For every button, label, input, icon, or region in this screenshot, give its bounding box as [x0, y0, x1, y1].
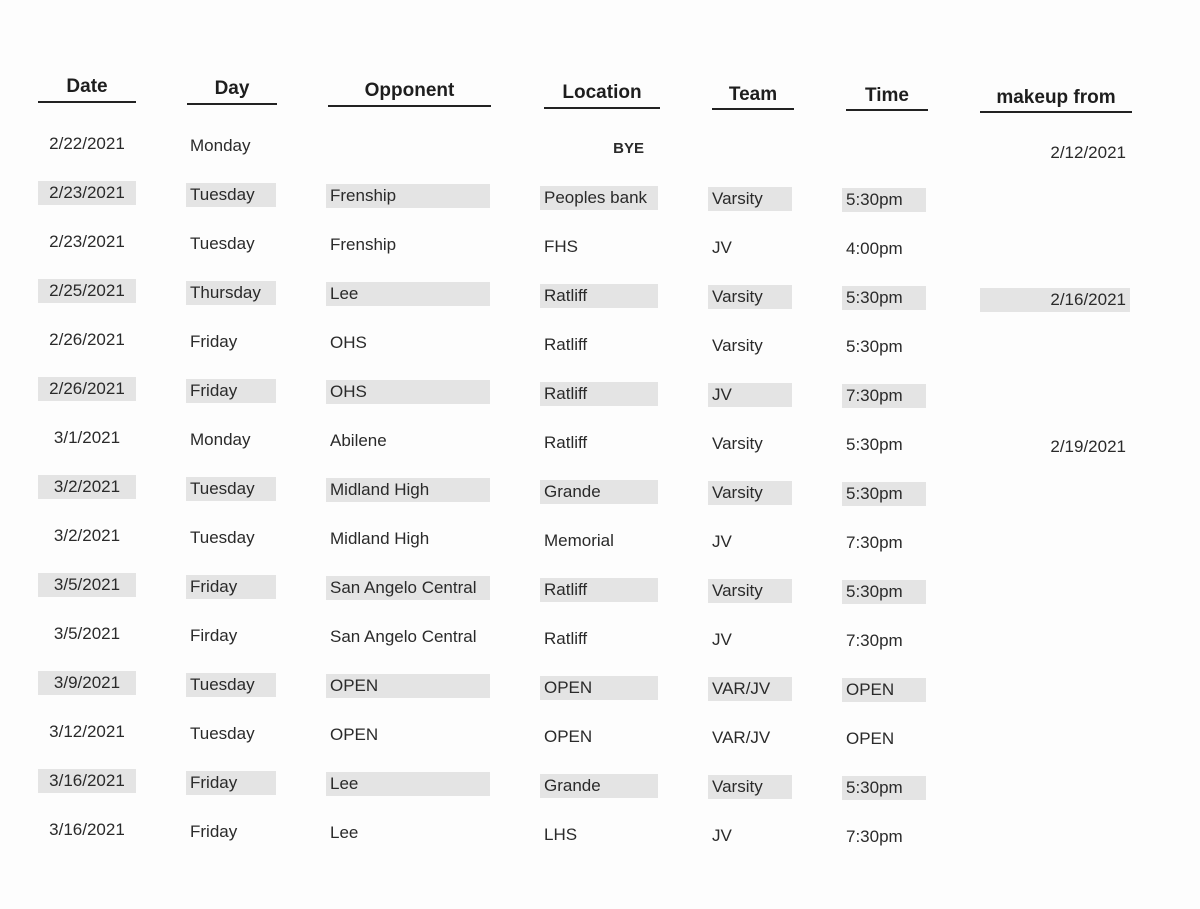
cell-location: Ratliff	[540, 578, 658, 602]
cell-date: 3/2/2021	[53, 526, 121, 545]
cell-date: 2/23/2021	[38, 181, 136, 205]
header-date: Date	[66, 76, 108, 97]
cell-date: 3/1/2021	[53, 428, 121, 447]
cell-day: Monday	[190, 136, 251, 155]
cell-location: Grande	[540, 774, 658, 798]
cell-time: 5:30pm	[842, 580, 926, 604]
cell-location: Memorial	[544, 531, 614, 550]
cell-date: 3/12/2021	[49, 722, 125, 741]
cell-location: BYE	[613, 140, 644, 157]
cell-opponent: Abilene	[330, 431, 387, 450]
cell-location: Grande	[540, 480, 658, 504]
cell-day: Monday	[190, 430, 251, 449]
header-team-underline	[712, 108, 794, 110]
cell-opponent: San Angelo Central	[330, 627, 477, 646]
cell-opponent: Lee	[330, 823, 359, 842]
cell-date: 3/16/2021	[38, 769, 136, 793]
header-day-underline	[187, 103, 277, 105]
cell-location: OPEN	[544, 727, 593, 746]
cell-time: 7:30pm	[846, 827, 903, 846]
cell-date: 3/5/2021	[53, 624, 121, 643]
header-location-underline	[544, 107, 660, 109]
cell-day: Firday	[190, 626, 238, 645]
cell-time: 5:30pm	[842, 286, 926, 310]
cell-location: Ratliff	[544, 335, 588, 354]
cell-opponent: San Angelo Central	[326, 576, 490, 600]
header-opponent-underline	[328, 105, 491, 107]
cell-team: Varsity	[708, 481, 792, 505]
header-team: Team	[728, 84, 778, 105]
cell-date: 2/23/2021	[49, 232, 125, 251]
cell-team: Varsity	[708, 187, 792, 211]
cell-team: JV	[708, 383, 792, 407]
cell-date: 2/26/2021	[38, 377, 136, 401]
cell-time: OPEN	[846, 729, 895, 748]
cell-day: Tuesday	[190, 528, 255, 547]
cell-location: Peoples bank	[540, 186, 658, 210]
cell-time: 5:30pm	[846, 337, 903, 356]
cell-location: Ratliff	[544, 433, 588, 452]
cell-location: LHS	[544, 825, 578, 844]
cell-opponent: Midland High	[330, 529, 430, 548]
cell-opponent: Midland High	[326, 478, 490, 502]
header-makeup-underline	[980, 111, 1132, 113]
cell-day: Thursday	[186, 281, 276, 305]
cell-day: Friday	[186, 771, 276, 795]
cell-team: Varsity	[712, 336, 763, 355]
cell-team: Varsity	[708, 775, 792, 799]
cell-opponent: Frenship	[326, 184, 490, 208]
cell-date: 3/2/2021	[38, 475, 136, 499]
cell-team: Varsity	[708, 579, 792, 603]
cell-time: 5:30pm	[842, 188, 926, 212]
cell-date: 2/25/2021	[38, 279, 136, 303]
header-time: Time	[864, 85, 909, 106]
cell-location: Ratliff	[540, 382, 658, 406]
cell-opponent: OPEN	[326, 674, 490, 698]
cell-opponent: OPEN	[330, 725, 379, 744]
cell-location: Ratliff	[544, 629, 588, 648]
cell-date: 2/22/2021	[49, 134, 125, 153]
cell-day: Tuesday	[190, 234, 255, 253]
cell-location: Ratliff	[540, 284, 658, 308]
cell-date: 3/5/2021	[38, 573, 136, 597]
cell-day: Tuesday	[186, 673, 276, 697]
header-date-underline	[38, 101, 136, 103]
cell-date: 2/26/2021	[49, 330, 125, 349]
cell-day: Tuesday	[186, 477, 276, 501]
cell-date: 3/9/2021	[38, 671, 136, 695]
cell-makeup: 2/19/2021	[1050, 437, 1126, 456]
header-time-underline	[846, 109, 928, 111]
cell-team: JV	[712, 532, 732, 551]
cell-opponent: OHS	[330, 333, 367, 352]
cell-day: Friday	[190, 822, 238, 841]
header-day: Day	[214, 78, 250, 99]
cell-team: Varsity	[708, 285, 792, 309]
cell-opponent: Lee	[326, 282, 490, 306]
cell-day: Friday	[190, 332, 238, 351]
cell-date: 3/16/2021	[49, 820, 125, 839]
cell-opponent: OHS	[326, 380, 490, 404]
cell-day: Friday	[186, 379, 276, 403]
cell-time: 4:00pm	[846, 239, 903, 258]
header-opponent: Opponent	[364, 80, 455, 101]
cell-time: 7:30pm	[846, 631, 903, 650]
cell-day: Tuesday	[190, 724, 255, 743]
cell-time: 5:30pm	[842, 776, 926, 800]
cell-time: 5:30pm	[846, 435, 903, 454]
cell-makeup: 2/12/2021	[1050, 143, 1126, 162]
cell-time: OPEN	[842, 678, 926, 702]
cell-location: FHS	[544, 237, 578, 256]
cell-time: 5:30pm	[842, 482, 926, 506]
header-location: Location	[562, 82, 642, 103]
cell-day: Friday	[186, 575, 276, 599]
cell-location: OPEN	[540, 676, 658, 700]
cell-day: Tuesday	[186, 183, 276, 207]
cell-team: Varsity	[712, 434, 763, 453]
cell-time: 7:30pm	[846, 533, 903, 552]
cell-team: JV	[712, 826, 732, 845]
cell-team: JV	[712, 238, 732, 257]
cell-makeup: 2/16/2021	[980, 288, 1130, 312]
cell-opponent: Lee	[326, 772, 490, 796]
cell-team: VAR/JV	[712, 728, 771, 747]
header-makeup: makeup from	[996, 87, 1116, 108]
cell-team: JV	[712, 630, 732, 649]
cell-team: VAR/JV	[708, 677, 792, 701]
cell-time: 7:30pm	[842, 384, 926, 408]
cell-opponent: Frenship	[330, 235, 397, 254]
